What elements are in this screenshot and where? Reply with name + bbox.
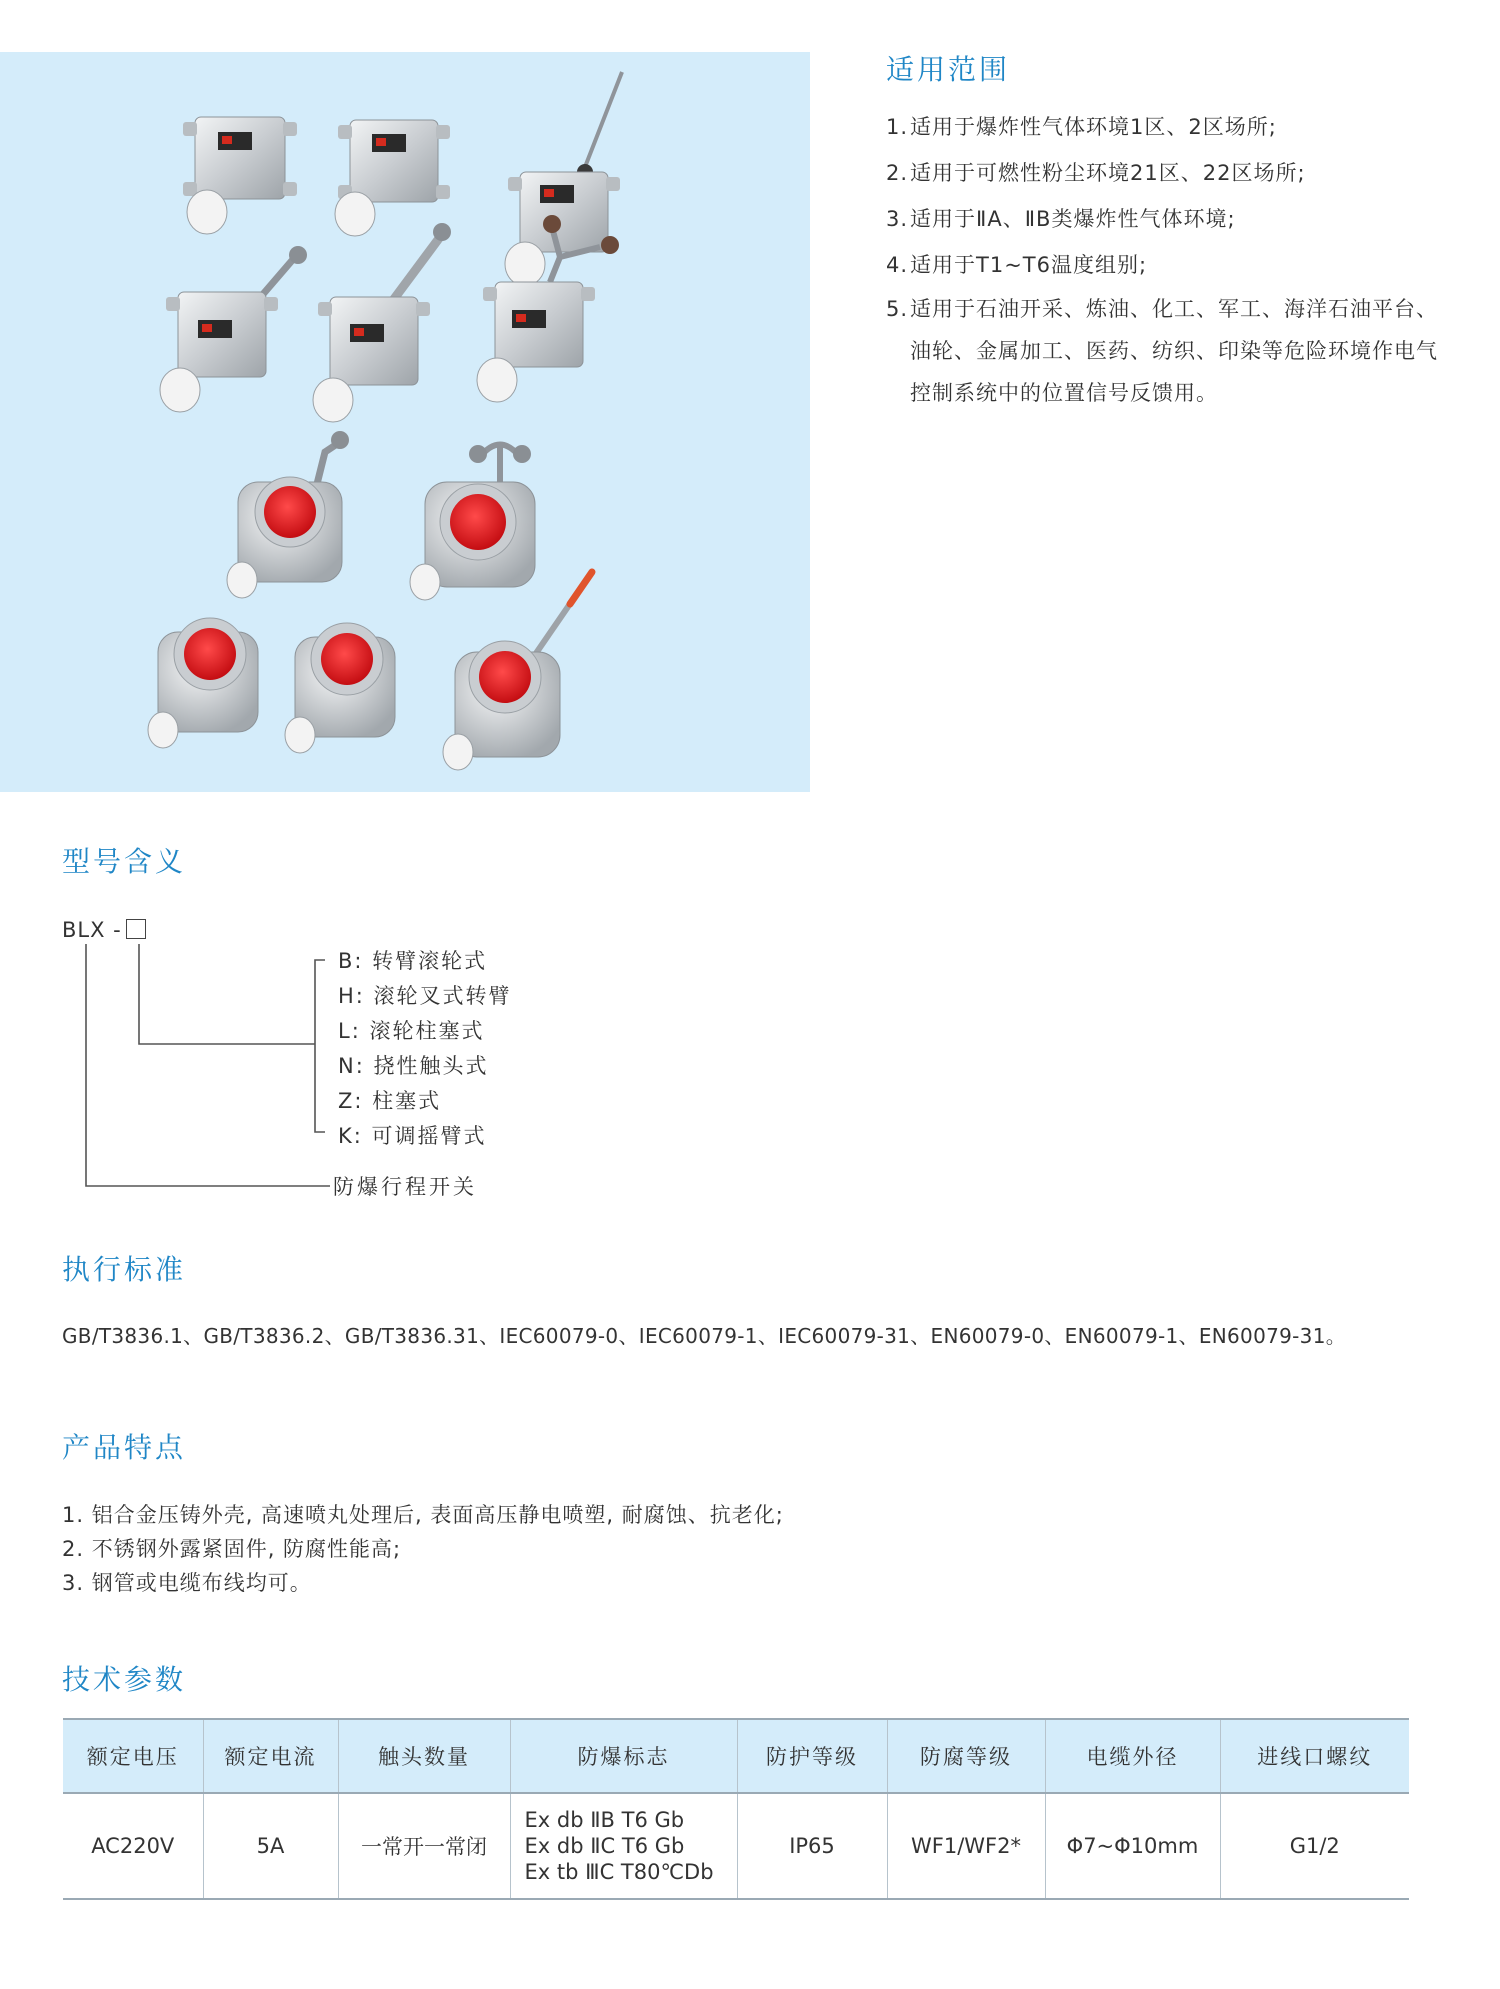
model-option-n: N: 挠性触头式 bbox=[338, 1054, 489, 1078]
params-table bbox=[63, 1718, 1409, 1900]
model-heading: 型号含义 bbox=[62, 845, 187, 878]
feature-item-3: 3. 钢管或电缆布线均可。 bbox=[62, 1571, 312, 1595]
ex-mark-line-2: Ex db ⅡC T6 Gb bbox=[524, 1834, 685, 1858]
table-row bbox=[63, 1793, 1409, 1899]
cell-voltage: AC220V bbox=[63, 1793, 203, 1899]
scope-item-5: 5. 适用于石油开采、炼油、化工、军工、海洋石油平台、油轮、金属加工、医药、纺织、印染等危险环境作电气控制系统中的位置信号反馈用。 bbox=[886, 297, 1438, 405]
standard-text: GB/T3836.1、GB/T3836.2、GB/T3836.31、IEC60079-0、IEC60079-1、IEC60079-31、EN60079-0、EN60079-1、EN60079-31。 bbox=[62, 1324, 1347, 1348]
features-heading: 产品特点 bbox=[62, 1431, 187, 1464]
cell-ip: IP65 bbox=[737, 1793, 887, 1899]
header-cable: 电缆外径 bbox=[1045, 1719, 1220, 1793]
ex-mark-line-1: Ex db ⅡB T6 Gb bbox=[524, 1808, 685, 1832]
cell-contacts: 一常开一常闭 bbox=[338, 1793, 510, 1899]
cell-thread: G1/2 bbox=[1220, 1793, 1409, 1899]
scope-item-3: 3. 适用于ⅡA、ⅡB类爆炸性气体环境; bbox=[886, 207, 1236, 231]
model-code: BLX - bbox=[62, 918, 146, 942]
feature-item-2: 2. 不锈钢外露紧固件, 防腐性能高; bbox=[62, 1537, 402, 1561]
header-corrosion: 防腐等级 bbox=[887, 1719, 1045, 1793]
model-option-l: L: 滚轮柱塞式 bbox=[338, 1019, 485, 1043]
cell-current: 5A bbox=[203, 1793, 338, 1899]
ex-mark-line-3: Ex tb ⅢC T80℃Db bbox=[524, 1860, 714, 1884]
scope-item-1: 1. 适用于爆炸性气体环境1区、2区场所; bbox=[886, 115, 1277, 139]
header-ip: 防护等级 bbox=[737, 1719, 887, 1793]
standard-heading: 执行标准 bbox=[62, 1253, 187, 1286]
header-ex-mark: 防爆标志 bbox=[510, 1719, 737, 1793]
scope-item-4: 4. 适用于T1~T6温度组别; bbox=[886, 253, 1148, 277]
params-header-row bbox=[63, 1719, 1409, 1793]
feature-item-1: 1. 铝合金压铸外壳, 高速喷丸处理后, 表面高压静电喷塑, 耐腐蚀、抗老化; bbox=[62, 1503, 784, 1527]
model-option-k: K: 可调摇臂式 bbox=[338, 1124, 487, 1148]
cell-ex-mark bbox=[510, 1793, 737, 1899]
scope-item-2: 2. 适用于可燃性粉尘环境21区、22区场所; bbox=[886, 161, 1306, 185]
cell-cable: Φ7~Φ10mm bbox=[1045, 1793, 1220, 1899]
cell-corrosion: WF1/WF2* bbox=[887, 1793, 1045, 1899]
scope-heading: 适用范围 bbox=[886, 53, 1011, 86]
header-contacts: 触头数量 bbox=[338, 1719, 510, 1793]
feature-list bbox=[62, 1498, 784, 1600]
header-voltage: 额定电压 bbox=[63, 1719, 203, 1793]
model-meaning: 防爆行程开关 bbox=[333, 1175, 477, 1199]
header-current: 额定电流 bbox=[203, 1719, 338, 1793]
model-option-z: Z: 柱塞式 bbox=[338, 1089, 442, 1113]
model-options bbox=[338, 944, 512, 1154]
params-heading: 技术参数 bbox=[62, 1663, 187, 1696]
model-option-h: H: 滚轮叉式转臂 bbox=[338, 984, 512, 1008]
model-option-b: B: 转臂滚轮式 bbox=[338, 949, 488, 973]
header-thread: 进线口螺纹 bbox=[1220, 1719, 1409, 1793]
